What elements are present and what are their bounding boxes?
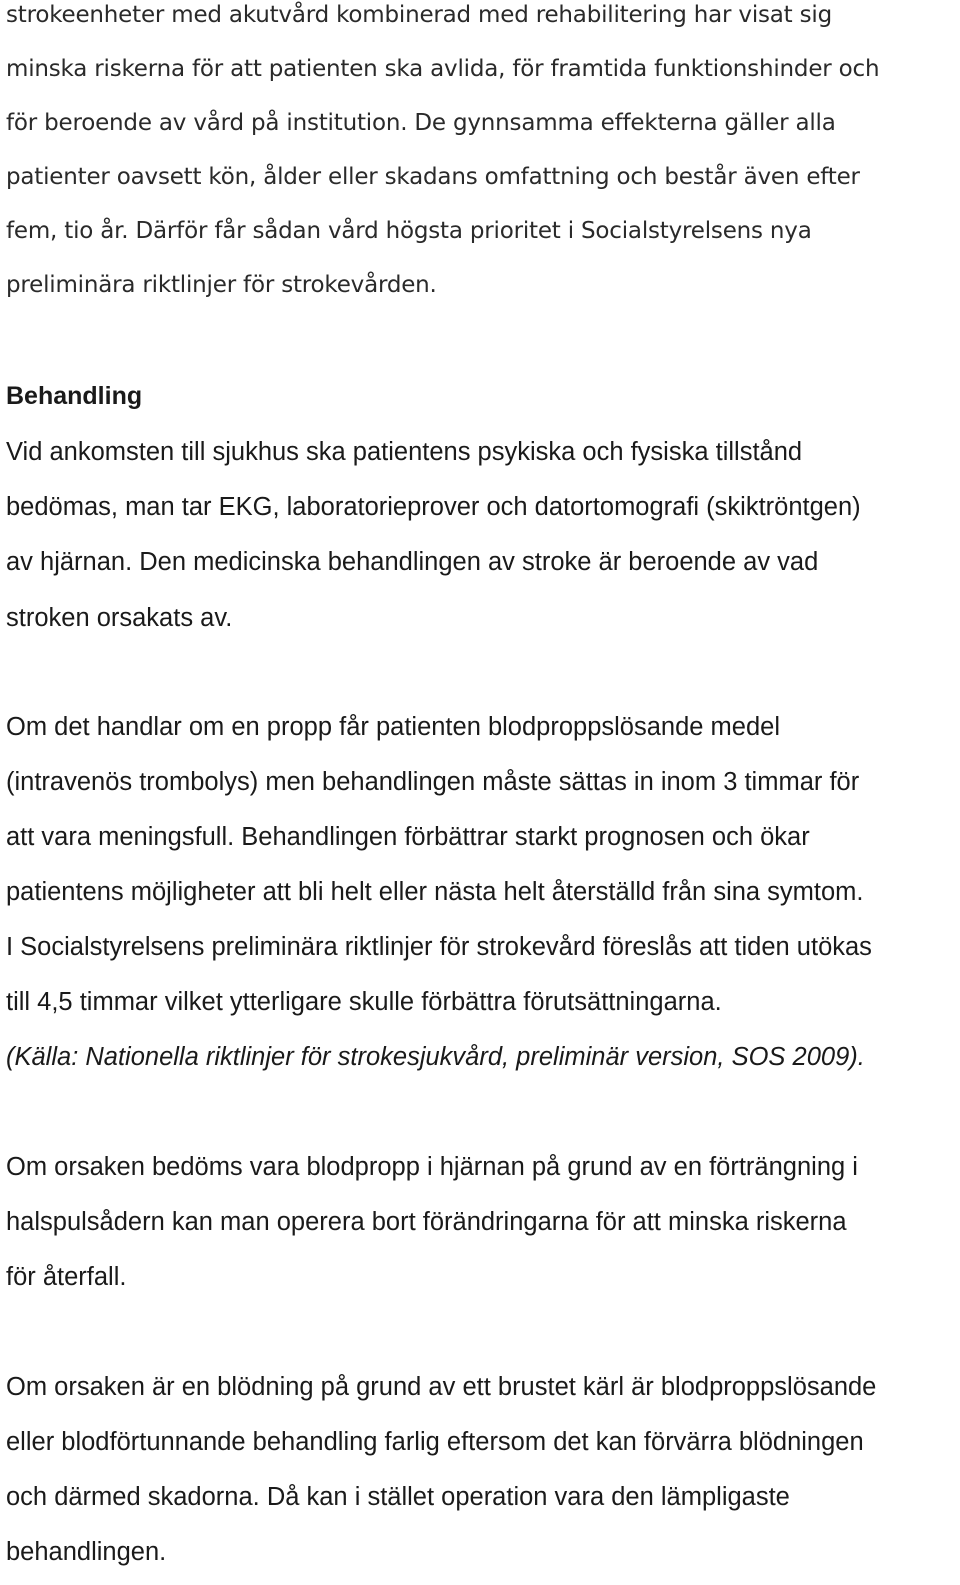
paragraph-1-line-2: bedömas, man tar EKG, laboratorieprover och datortomografi (skiktröntgen) — [6, 493, 861, 521]
paragraph-2-line-1: Om det handlar om en propp får patienten blodproppslösande medel — [6, 713, 781, 741]
paragraph-4-line-3: och därmed skadorna. Då kan i stället operation vara den lämpligaste — [6, 1483, 790, 1511]
paragraph-3-line-2: halspulsådern kan man operera bort förändringarna för att minska riskerna — [6, 1208, 847, 1236]
paragraph-2-line-3: att vara meningsfull. Behandlingen förbättrar starkt prognosen och ökar — [6, 823, 810, 851]
paragraph-4-line-1: Om orsaken är en blödning på grund av ett brustet kärl är blodproppslösande — [6, 1373, 877, 1401]
paragraph-3-line-3: för återfall. — [6, 1263, 127, 1291]
paragraph-2-line-5: I Socialstyrelsens preliminära riktlinjer för strokevård föreslås att tiden utökas — [6, 933, 872, 961]
paragraph-4-line-2: eller blodförtunnande behandling farlig eftersom det kan förvärra blödningen — [6, 1428, 864, 1456]
intro-line-2: minska riskerna för att patienten ska avlida, för framtida funktionshinder och — [6, 56, 880, 82]
paragraph-2-line-6: till 4,5 timmar vilket ytterligare skulle förbättra förutsättningarna. — [6, 988, 722, 1016]
paragraph-2-line-4: patientens möjligheter att bli helt eller nästa helt återställd från sina symtom. — [6, 878, 864, 906]
paragraph-1-line-1: Vid ankomsten till sjukhus ska patientens psykiska och fysiska tillstånd — [6, 438, 803, 466]
paragraph-2-line-2: (intravenös trombolys) men behandlingen måste sättas in inom 3 timmar för — [6, 768, 860, 796]
paragraph-1-line-3: av hjärnan. Den medicinska behandlingen av stroke är beroende av vad — [6, 548, 819, 576]
section-heading: Behandling — [6, 382, 143, 410]
paragraph-1-line-4: stroken orsakats av. — [6, 604, 233, 632]
source-citation: (Källa: Nationella riktlinjer för strokesjukvård, preliminär version, SOS 2009). — [6, 1043, 865, 1071]
paragraph-4-line-4: behandlingen. — [6, 1538, 167, 1566]
intro-line-4: patienter oavsett kön, ålder eller skadans omfattning och består även efter — [6, 164, 860, 190]
intro-line-1: strokeenheter med akutvård kombinerad med rehabilitering har visat sig — [6, 2, 832, 28]
intro-line-5: fem, tio år. Därför får sådan vård högsta prioritet i Socialstyrelsens nya — [6, 218, 812, 244]
paragraph-3-line-1: Om orsaken bedöms vara blodpropp i hjärnan på grund av en förträngning i — [6, 1153, 858, 1181]
intro-line-6: preliminära riktlinjer för strokevården. — [6, 272, 437, 298]
intro-line-3: för beroende av vård på institution. De gynnsamma effekterna gäller alla — [6, 110, 836, 136]
